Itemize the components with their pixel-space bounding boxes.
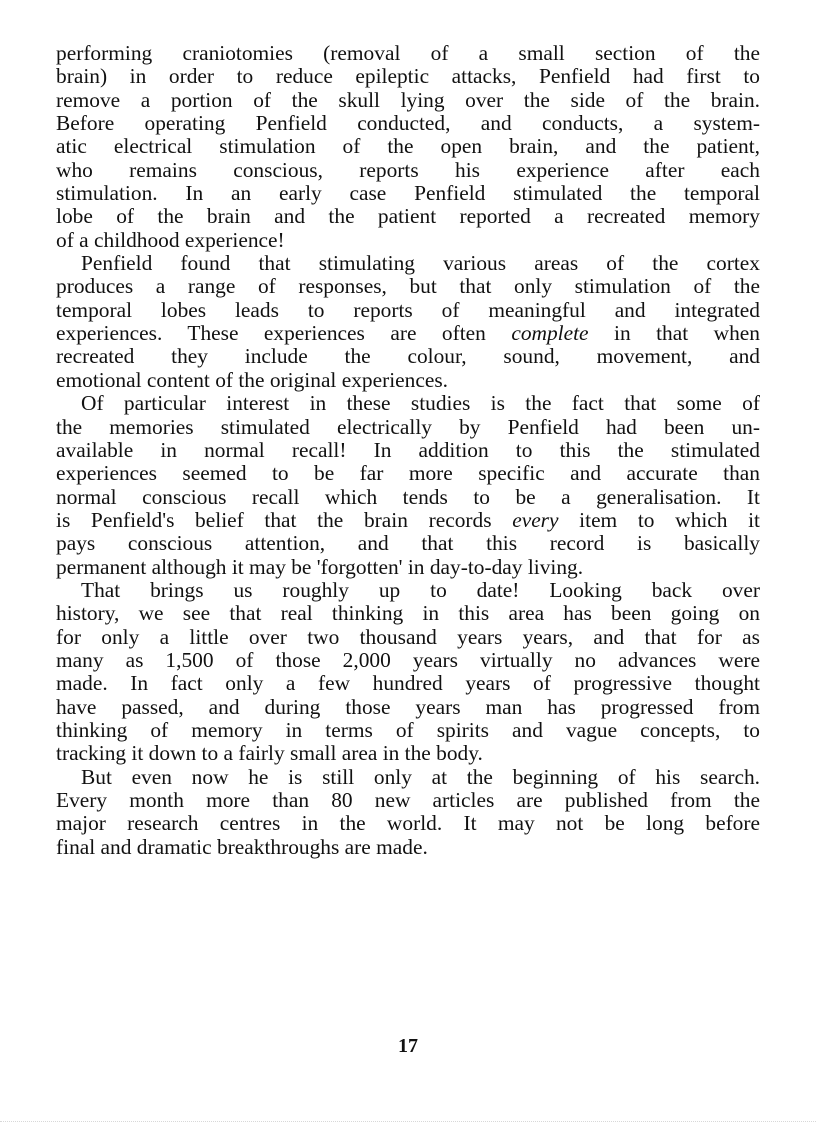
text-line — [56, 812, 760, 835]
text-line — [56, 766, 760, 789]
text-segment: produces a range of responses, but that only stimulation of the — [56, 274, 760, 299]
text-segment: normal conscious recall which tends to be a generalisation. It — [56, 484, 760, 509]
paragraph — [56, 252, 760, 392]
text-segment: experiences. These experiences are often — [56, 321, 512, 346]
text-segment: is Penfield's belief that the brain records — [56, 507, 513, 532]
text-segment: That brings us roughly up to date! Looking back over — [81, 577, 760, 602]
text-line — [56, 672, 760, 695]
text-line — [56, 509, 760, 532]
text-line — [56, 579, 760, 602]
text-segment: But even now he is still only at the beginning of his search. — [81, 764, 760, 789]
text-line — [56, 439, 760, 462]
text-segment: brain) in order to reduce epileptic attacks, Penfield had first to — [56, 64, 760, 89]
text-line — [56, 89, 760, 112]
italic-word: complete — [511, 321, 589, 346]
text-segment: item to which it — [558, 507, 760, 532]
text-segment: tracking it down to a fairly small area in the body. — [56, 741, 483, 766]
italic-word: every — [512, 507, 559, 532]
text-line — [56, 229, 760, 252]
text-line — [56, 789, 760, 812]
text-segment: experiences seemed to be far more specific and accurate than — [56, 461, 760, 486]
text-segment: have passed, and during those years man has progressed from — [56, 694, 760, 719]
text-segment: temporal lobes leads to reports of meaningful and integrated — [56, 297, 760, 322]
text-line — [56, 345, 760, 368]
text-segment: Before operating Penfield conducted, and conducts, a system- — [56, 111, 760, 136]
text-line — [56, 696, 760, 719]
text-segment: stimulation. In an early case Penfield stimulated the temporal — [56, 181, 760, 206]
text-segment: final and dramatic breakthroughs are made. — [56, 834, 428, 859]
text-line — [56, 742, 760, 765]
text-line — [56, 299, 760, 322]
text-segment: Every month more than 80 new articles are published from the — [56, 788, 760, 812]
text-line — [56, 462, 760, 485]
text-line — [56, 719, 760, 742]
text-segment: remove a portion of the skull lying over the side of the brain. — [56, 87, 760, 112]
text-line — [56, 65, 760, 88]
text-segment: who remains conscious, reports his experience after each — [56, 157, 760, 182]
text-segment: made. In fact only a few hundred years of progressive thought — [56, 671, 760, 696]
text-line — [56, 159, 760, 182]
text-line — [56, 369, 760, 392]
text-segment: history, we see that real thinking in this area has been going on — [56, 601, 760, 626]
text-line — [56, 836, 760, 859]
text-segment: in that when — [588, 321, 760, 346]
body-text — [56, 42, 760, 859]
text-segment: many as 1,500 of those 2,000 years virtually no advances were — [56, 647, 760, 672]
paragraph — [56, 766, 760, 859]
text-line — [56, 205, 760, 228]
text-line — [56, 252, 760, 275]
text-segment: pays conscious attention, and that this record is basically — [56, 531, 760, 556]
text-segment: atic electrical stimulation of the open brain, and the patient, — [56, 134, 760, 159]
text-segment: thinking of memory in terms of spirits and vague concepts, to — [56, 717, 760, 742]
paragraph — [56, 42, 760, 252]
text-segment: emotional content of the original experiences. — [56, 367, 449, 392]
text-segment: for only a little over two thousand years years, and that for as — [56, 624, 760, 649]
text-line — [56, 532, 760, 555]
text-line — [56, 182, 760, 205]
text-line — [56, 42, 760, 65]
text-segment: available in normal recall! In addition to this the stimulated — [56, 437, 760, 462]
text-line — [56, 486, 760, 509]
text-line — [56, 322, 760, 345]
text-segment: Penfield found that stimulating various areas of the cortex — [81, 251, 760, 276]
text-segment: of a childhood experience! — [56, 227, 285, 252]
text-segment: performing craniotomies (removal of a small section of the — [56, 41, 760, 65]
text-line — [56, 649, 760, 672]
text-segment: recreated they include the colour, sound, movement, and — [56, 344, 760, 369]
text-line — [56, 556, 760, 579]
text-segment: permanent although it may be 'forgotten' in day-to-day living. — [56, 554, 584, 579]
text-line — [56, 626, 760, 649]
text-line — [56, 135, 760, 158]
text-line — [56, 392, 760, 415]
paragraph — [56, 392, 760, 579]
text-segment: lobe of the brain and the patient reported a recreated memory — [56, 204, 760, 229]
text-line — [56, 602, 760, 625]
text-line — [56, 416, 760, 439]
paragraph — [56, 579, 760, 766]
text-segment: Of particular interest in these studies is the fact that some of — [81, 391, 760, 416]
text-segment: the memories stimulated electrically by Penfield had been un- — [56, 414, 760, 439]
text-line — [56, 112, 760, 135]
text-segment: major research centres in the world. It may not be long before — [56, 811, 760, 836]
text-line — [56, 275, 760, 298]
page-number: 17 — [398, 1035, 418, 1057]
page-bottom-edge — [0, 1121, 816, 1122]
